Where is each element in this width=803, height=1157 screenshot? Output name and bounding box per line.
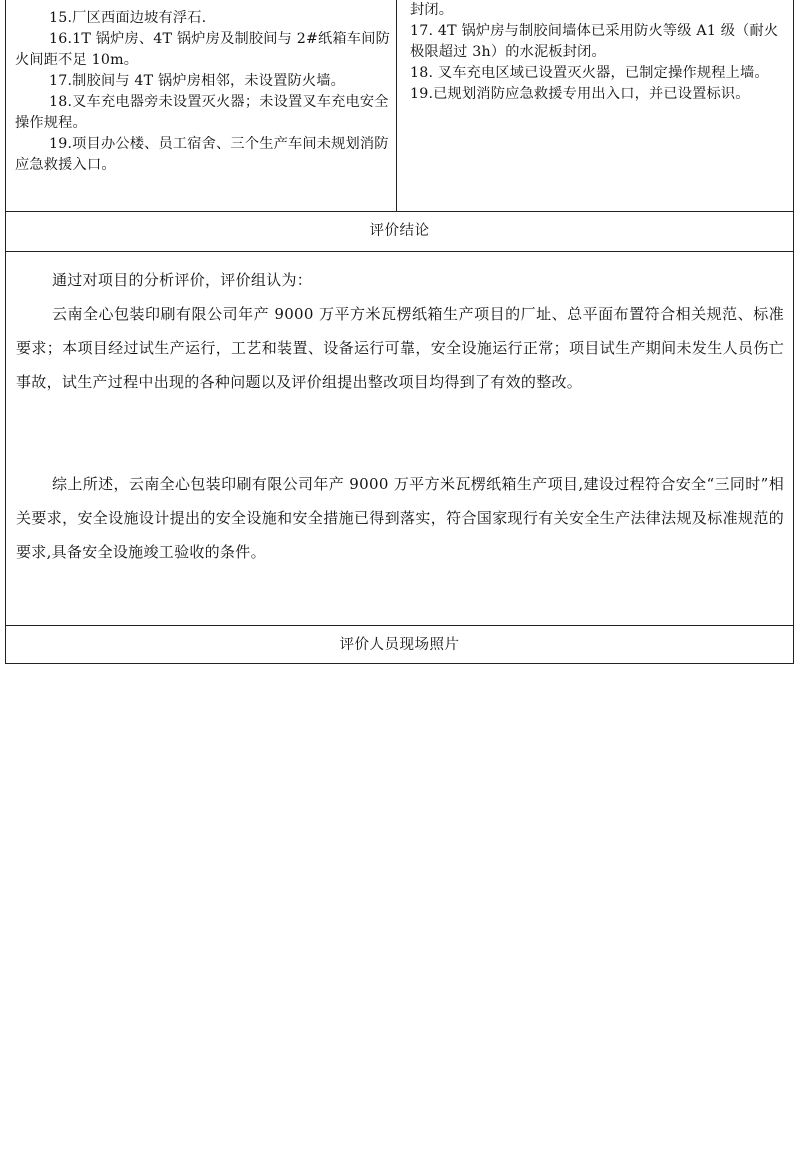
fix-item-16-continued: 封闭。: [410, 2, 454, 18]
issue-item-17: 17.制胶间与 4T 锅炉房相邻，未设置防火墙。: [49, 73, 346, 89]
issues-column: [6, 0, 397, 211]
fixes-column: [397, 0, 793, 211]
fix-list: [410, 0, 788, 105]
issue-item-16: 16.1T 锅炉房、4T 锅炉房及制胶间与 2#纸箱车间防火间距不足 10m。: [15, 31, 390, 68]
fix-item-19: 19.已规划消防应急救援专用出入口，并已设置标识。: [410, 86, 750, 102]
issue-item-19: 19.项目办公楼、员工宿舍、三个生产车间未规划消防应急救援入口。: [15, 136, 389, 173]
issue-item-18: 18.叉车充电器旁未设置灭火器；未设置叉车充电安全操作规程。: [15, 94, 389, 131]
evaluation-table: [5, 0, 794, 664]
conclusion-body: [6, 252, 793, 626]
issues-fixes-row: [6, 0, 793, 212]
conclusion-paragraph-summary: 综上所述，云南全心包装印刷有限公司年产 9000 万平方米瓦楞纸箱生产项目,建设过程符合安全“三同时”相关要求，安全设施设计提出的安全设施和安全措施已得到落实，符合国家现行有关安全生产法律法规及标准规范的要求,具备安全设施竣工验收的条件。: [16, 475, 784, 561]
fix-item-18: 18. 叉车充电区域已设置灭火器，已制定操作规程上墙。: [410, 65, 769, 81]
issue-item-15: 15.厂区西面边坡有浮石.: [49, 10, 207, 26]
conclusion-header: 评价结论: [6, 212, 793, 252]
conclusion-paragraph-findings: 云南全心包装印刷有限公司年产 9000 万平方米瓦楞纸箱生产项目的厂址、总平面布置符合相关规范、标准要求；本项目经过试生产运行，工艺和装置、设备运行可靠，安全设施运行正常；项目试生产期间未发生人员伤亡事故，试生产过程中出现的各种问题以及评价组提出整改项目均得到了有效的整改。: [16, 305, 784, 391]
issue-list: [15, 8, 391, 176]
site-photos-header: 评价人员现场照片: [339, 637, 460, 653]
fix-item-17: 17. 4T 锅炉房与制胶间墙体已采用防火等级 A1 级（耐火极限超过 3h）的水泥板封闭。: [410, 23, 779, 60]
conclusion-paragraph-intro: 通过对项目的分析评价，评价组认为：: [52, 271, 313, 289]
